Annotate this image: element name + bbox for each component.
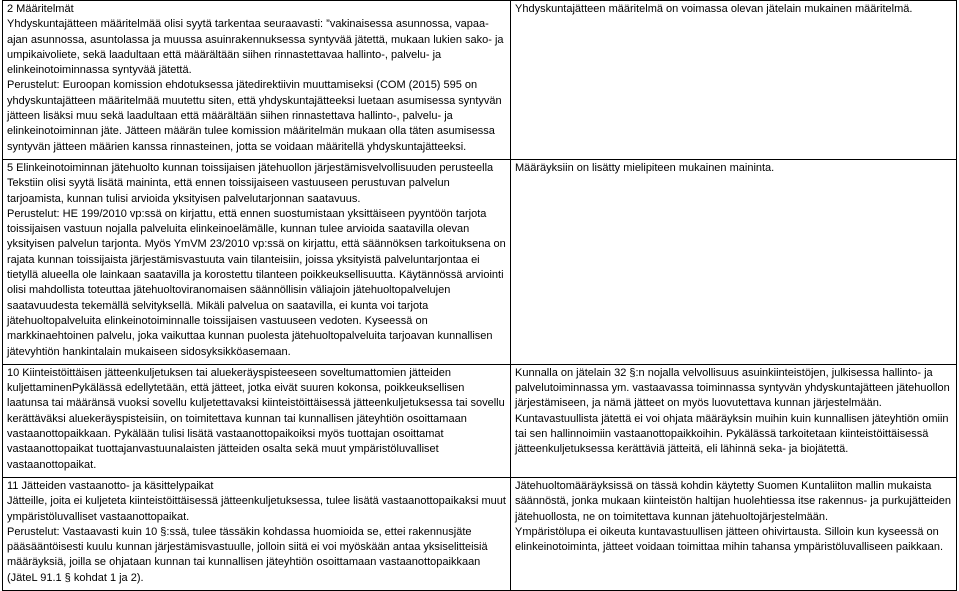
rationale-text: Perustelut: HE 199/2010 vp:ssä on kirjattu, että ennen suostumistaan yksittäiseen pyyntöön tarjota toissijaisen vastuun nojalla palveluita elinkeinoelämälle, kunnan tulee arvioida saatavilla olevan yksityisen palvelun tarjonta. Myös YmVM 23/2010 vp:ssä on kirjattu, että säännöksen tarkoituksena on rajata kunnan toissijaista järjestämisvastuuta vain tilanteisiin, joissa yksityistä palveluntarjontaa ei tietyllä alueella ole lainkaan saatavilla ja korostettu tilanteen poikkeuksellisuutta. Käytännössä arviointi olisi mahdollista toteuttaa jätehuoltoviranomaisen säännöllisin väliajoin jätehuoltopalvelujen saatavuudesta tekemällä selvityksellä. Mikäli palvelua on saatavilla, ei kunta voi tarjota jätehuoltopalveluita elinkeinotoiminnalle toissijaisen vastuuseen vedoten. Kyseessä on markkinaehtoinen palvelu, joka vaikuttaa kunnan puolesta jätehuoltopalveluita tarjoavan kunnallisen jätevyhtiön hankintalain mukaiseen sidosyksikköasemaan.: [7, 207, 506, 358]
section-heading: 11 Jätteiden vastaanotto- ja käsittelypaikat: [7, 479, 214, 492]
comment-text: Jätteille, joita ei kuljeteta kiinteistöittäisessä jätteenkuljetuksessa, tulee lisätä vastaanottopaikaksi muut ympäristöluvalliset vastaanottopaikat.: [7, 495, 506, 523]
response-cell: [511, 477, 957, 590]
table-row: [3, 477, 957, 590]
comment-cell: [3, 477, 511, 590]
response-text: Ympäristölupa ei oikeuta kuntavastuullisen jätteen ohivirtausta. Silloin kun kyseessä on elinkeinotoiminta, jätteet voidaan toimittaa mihin tahansa ympäristöluvalliseen paikkaan.: [515, 525, 944, 554]
section-heading: 2 Määritelmät: [7, 3, 74, 15]
comment-cell: [3, 1, 511, 160]
response-text: Yhdyskuntajätteen määritelmä on voimassa olevan jätelain mukainen määritelmä.: [515, 3, 913, 15]
comment-text: 10 Kiinteistöittäisen jätteenkuljetuksen tai aluekeräyspisteeseen soveltumattomien jätteiden kuljettaminenPykälässä edellytetään, että jätteet, jotka eivät suuren kokonsa, poikkeuksellisen laatunsa tai määränsä vuoksi sovellu kuljetettavaksi kiinteistöittäisessä jätteenkuljetuksessa tai sovellu kerättäväksi aluekeräyspisteisiin, on toimitettava kunnan tai kunnallisen jäteyhtiön osoittamaan vastaanottopaikkaan. Pykälään tulisi lisätä vastaanottopaikoiksi myös tuottajan osoittamat vastaanottopaikat tuottajanvastuunalaisten jätteiden osalta sekä muut ympäristöluvalliset vastaanottopaikat.: [7, 366, 505, 471]
rationale-text: Perustelut: Vastaavasti kuin 10 §:ssä, tulee tässäkin kohdassa huomioida se, ettei rakennusjäte pääsääntöisesti kuulu kunnan järjestämisvastuulle, jolloin siitä ei voi myöskään antaa yksiselitteisiä määräyksiä, joilla se ohjataan kunnan tai kunnallisen jäteyhtiön osoittamaan vastaanottopaikkaan (JäteL 91.1 § kohdat 1 ja 2).: [7, 525, 488, 584]
comment-cell: [3, 159, 511, 364]
table-row: [3, 1, 957, 160]
table-row: [3, 364, 957, 477]
response-cell: [511, 364, 957, 477]
feedback-table: [2, 0, 957, 591]
response-text: Kunnalla on jätelain 32 §:n nojalla velvollisuus asuinkiinteistöjen, julkisessa hallinto- ja palvelutoiminnassa ym. vastaavassa toiminnassa syntyvän yhdyskuntajätteen jätehuollon järjestämiseen, ja nämä jätteet on myös luovutettava kunnan järjestelmään. Kuntavastuullista jätettä ei voi ohjata määräyksin muihin kuin kunnallisen jäteyhtiön omiin tai sen hallinnoimiin vastaanottopaikkoihin. Pykälässä tarkoitetaan kiinteistöittäisessä jätteenkuljetuksessa kerättäviä jätteitä, eli lähinnä seka- ja biojätettä.: [515, 366, 950, 456]
response-cell: [511, 1, 957, 160]
response-text: Jätehuoltomääräyksissä on tässä kohdin käytetty Suomen Kuntaliiton mallin mukaista säännöstä, jonka mukaan kiinteistön haltijan huolehtiessa itse rakennus- ja purkujätteiden jätehuollosta, ne on toimitettava kunnan jätehuoltojärjestelmään.: [515, 479, 951, 523]
comment-text: Tekstiin olisi syytä lisätä maininta, että ennen toissijaiseen vastuuseen perustuvan palvelun tarjoamista, kunnan tulisi arvioida yksityisen palvelutarjonnan saatavuus.: [7, 177, 450, 205]
table-row: [3, 159, 957, 364]
comment-text: Yhdyskuntajätteen määritelmää olisi syytä tarkentaa seuraavasti: ”vakinaisessa asunnossa, vapaa-ajan asunnossa, asuntolassa ja muussa asuinrakennuksessa syntyvää jätettä, mukaan lukien sako- ja umpikaivoliete, sekä laadultaan että määrältään siihen rinnastettavaa hallinto-, palvelu- ja elinkeinotoiminnassa syntyvää jätettä.: [7, 18, 504, 77]
response-text: Määräyksiin on lisätty mielipiteen mukainen maininta.: [515, 161, 775, 174]
response-cell: [511, 159, 957, 364]
rationale-text: Perustelut: Euroopan komission ehdotuksessa jätedirektiivin muuttamiseksi (COM (2015) 595 on yhdyskuntajätteen määritelmää muutettu siten, että yhdyskuntajätteeksi luetaan asumisessa syntyvän jätteen lisäksi muu sekä laadultaan että määrältään siihen rinnastettava hallinto-, palvelu- ja elinkeinotoiminnan jäte. Jätteen määrän tulee komission määritelmän mukaan olla täten asumisessa syntyvän jätteen määrien kanssa rinnasteinen, jotta se voidaan määritellä yhdyskuntajätteeksi.: [7, 79, 502, 153]
section-heading: 5 Elinkeinotoiminnan jätehuolto kunnan toissijaisen jätehuollon järjestämisvelvollisuuden perusteella: [7, 161, 494, 174]
comment-cell: [3, 364, 511, 477]
